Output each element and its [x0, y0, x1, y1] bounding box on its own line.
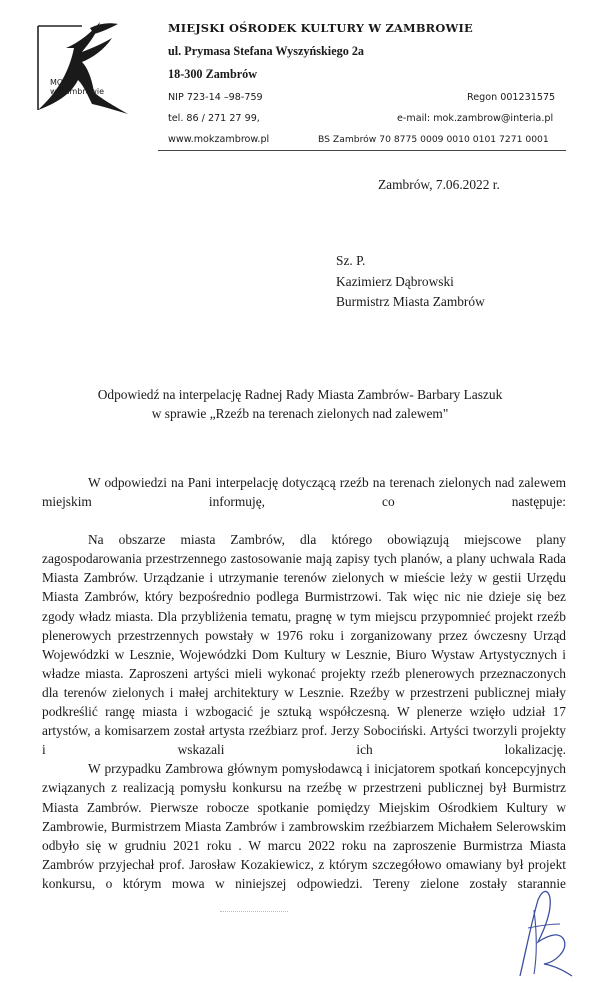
recipient-salutation: Sz. P.: [336, 253, 366, 268]
mok-logo-graphic: [30, 18, 138, 118]
website-url: www.mokzambrow.pl: [168, 134, 270, 145]
handwritten-signature: [498, 880, 578, 978]
phone-number: tel. 86 / 271 27 99,: [168, 113, 260, 124]
recipient-name: Kazimierz Dąbrowski: [336, 273, 454, 289]
header-divider: [158, 150, 566, 151]
letter-subject: [44, 385, 556, 423]
bank-account: BS Zambrów 70 8775 0009 0010 0101 7271 0001: [318, 134, 549, 145]
dotted-line: [220, 911, 288, 912]
email-address: e-mail: mok.zambrow@interia.pl: [397, 113, 554, 124]
subject-line-2: w sprawie „Rzeźb na terenach zielonych nad zalewem": [151, 406, 449, 422]
nip-number: NIP 723-14 –98-759: [168, 92, 263, 103]
body-paragraph-2: W przypadku Zambrowa głównym pomysłodawcą i inicjatorem spotkań koncepcyjnych związanych z realizacją pomysłu konkursu na rzeźbę w przestrzeni publicznej był Burmistrz Miasta Zambrów. Pierwsze robocze spotkanie pomiędzy Miejskim Ośrodkiem Kultury w Zambrowie, Burmistrzem Miasta Zambrów i zambrowskim rzeźbiarzem Michałem Selerowskim odbyło się w grudniu 2021 roku . W marcu 2022 roku na zaproszenie Burmistrza Miasta Zambrów przyjechał prof. Jarosław Kozakiewicz, z którym szczegółowo omawiany był projekt konkursu, o którym mowa w niniejszej odpowiedzi. Tereny zielone zostały starannie: [42, 761, 566, 891]
paragraph-gap: [42, 511, 566, 530]
letter-date: Zambrów, 7.06.2022 r.: [378, 177, 500, 192]
city-address: 18-300 Zambrów: [168, 67, 258, 81]
regon-number: Regon 001231575: [467, 92, 556, 103]
body-paragraph-1: Na obszarze miasta Zambrów, dla którego obowiązują miejscowe plany zagospodarowania przestrzennego zastosowanie mają zapisy tych planów, a plany uchwala Rada Miasta Zambrów. Urządzanie i utrzymanie terenów zielonych w mieście leży w gestii Urzędu Miasta Zambrów, który bezpośrednio podlega Burmistrzowi. Tak więc nic nie dzieje się bez zgody władz miasta. Dla przybliżenia tematu, pragnę w tym miejscu przypomnieć projekt rzeźb plenerowych przestrzennych powstały w 1976 roku i zorganizowany przez ówczesny Urząd Wojewódzki w Lesznie, Wojewódzki Dom Kultury w Lesznie, Biuro Wystaw Artystycznych i władze miasta. Zaproszeni artyści mieli wykonać projekty rzeźb plenerowych przeznaczonych dla terenów zielonych i małej architektury w Lesznie. Rzeźby w przestrzeni publicznej miały podkreślić rangę miasta i wzbogacić je sztuką współczesną. W plenerze wzięło udział 17 artystów, a komisarzem został artysta rzeźbiarz prof. Jerzy Sobociński. Artyści tworzyli projekty i wskazali ich lokalizację.: [42, 532, 566, 758]
logo-text-city: w Zambrowie: [50, 87, 105, 96]
subject-line-1: Odpowiedź na interpelację Radnej Rady Miasta Zambrów- Barbary Laszuk: [97, 387, 503, 402]
institution-name: MIEJSKI OŚRODEK KULTURY W ZAMBROWIE: [168, 21, 473, 35]
letter-body: [42, 473, 566, 893]
logo-text-mok: MOK: [50, 78, 69, 87]
body-intro: W odpowiedzi na Pani interpelację dotyczącą rzeźb na terenach zielonych nad zalewem miejskim informuję, co następuje:: [42, 475, 566, 510]
street-address: ul. Prymasa Stefana Wyszyńskiego 2a: [168, 44, 365, 58]
signature-graphic: [498, 880, 578, 978]
recipient-title: Burmistrz Miasta Zambrów: [336, 294, 485, 309]
mok-logo: [30, 18, 138, 118]
recipient-block: [336, 251, 485, 313]
